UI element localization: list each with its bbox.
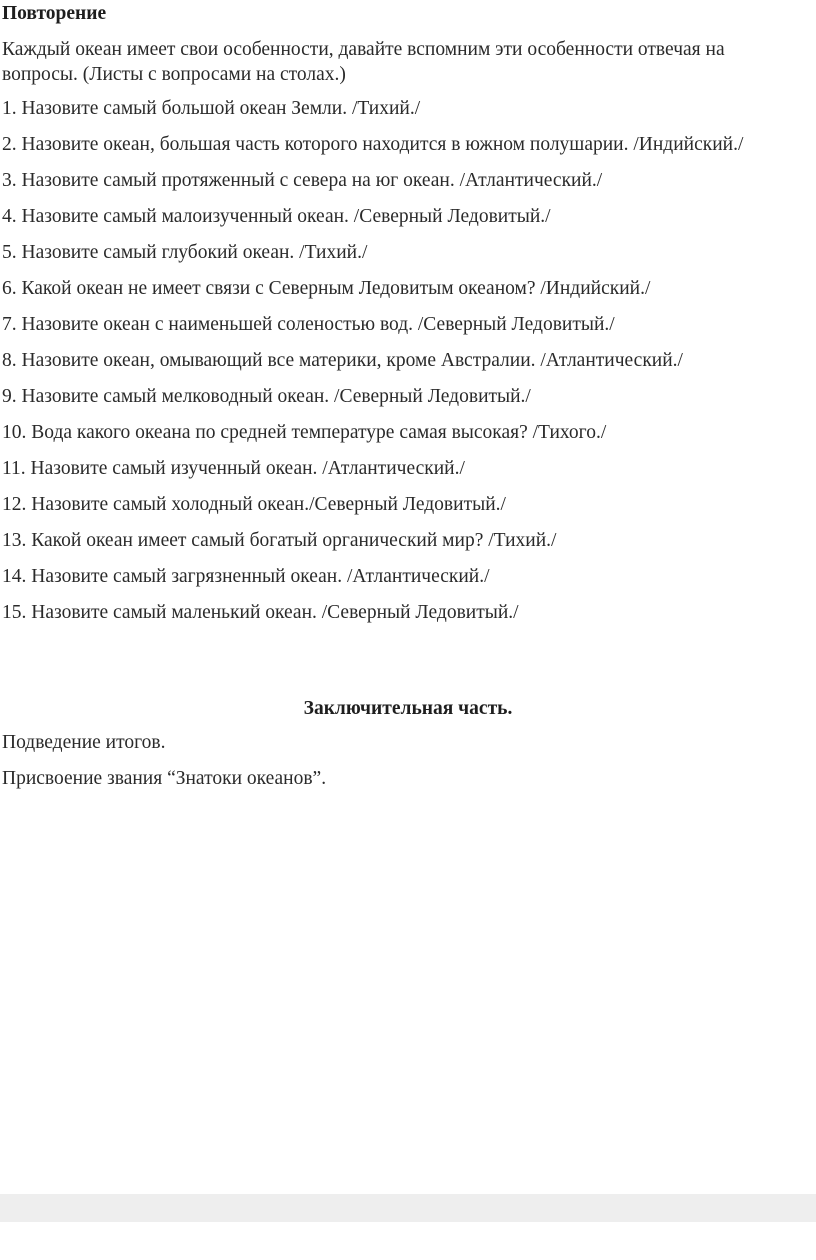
question-item: 14. Назовите самый загрязненный океан. /Атлантический./ <box>2 566 490 587</box>
question-item: 4. Назовите самый малоизученный океан. /Северный Ледовитый./ <box>2 206 551 227</box>
question-item: 2. Назовите океан, большая часть которого находится в южном полушарии. /Индийский./ <box>2 134 744 155</box>
question-item: 13. Какой океан имеет самый богатый органический мир? /Тихий./ <box>2 530 557 551</box>
intro-paragraph: Каждый океан имеет свои особенности, давайте вспомним эти особенности отвечая на вопросы. (Листы с вопросами на столах.) <box>2 39 725 85</box>
question-item: 7. Назовите океан с наименьшей соленостью вод. /Северный Ледовитый./ <box>2 314 615 335</box>
question-item: 10. Вода какого океана по средней температуре самая высокая? /Тихого./ <box>2 422 607 443</box>
question-item: 3. Назовите самый протяженный с севера на юг океан. /Атлантический./ <box>2 170 603 191</box>
section-title: Повторение <box>2 3 107 24</box>
final-part-line: Присвоение звания “Знатоки океанов”. <box>2 768 327 789</box>
final-part-line: Подведение итогов. <box>2 732 166 753</box>
question-item: 12. Назовите самый холодный океан./Северный Ледовитый./ <box>2 494 506 515</box>
question-item: 15. Назовите самый маленький океан. /Северный Ледовитый./ <box>2 602 519 623</box>
final-part-title: Заключительная часть. <box>303 698 513 719</box>
question-item: 9. Назовите самый мелководный океан. /Северный Ледовитый./ <box>2 386 531 407</box>
question-item: 11. Назовите самый изученный океан. /Атлантический./ <box>2 458 465 479</box>
question-item: 8. Назовите океан, омывающий все материки, кроме Австралии. /Атлантический./ <box>2 350 683 371</box>
question-item: 1. Назовите самый большой океан Земли. /Тихий./ <box>2 98 421 119</box>
question-item: 6. Какой океан не имеет связи с Северным Ледовитым океаном? /Индийский./ <box>2 278 651 299</box>
question-item: 5. Назовите самый глубокий океан. /Тихий./ <box>2 242 368 263</box>
bottom-bar <box>0 1194 816 1222</box>
